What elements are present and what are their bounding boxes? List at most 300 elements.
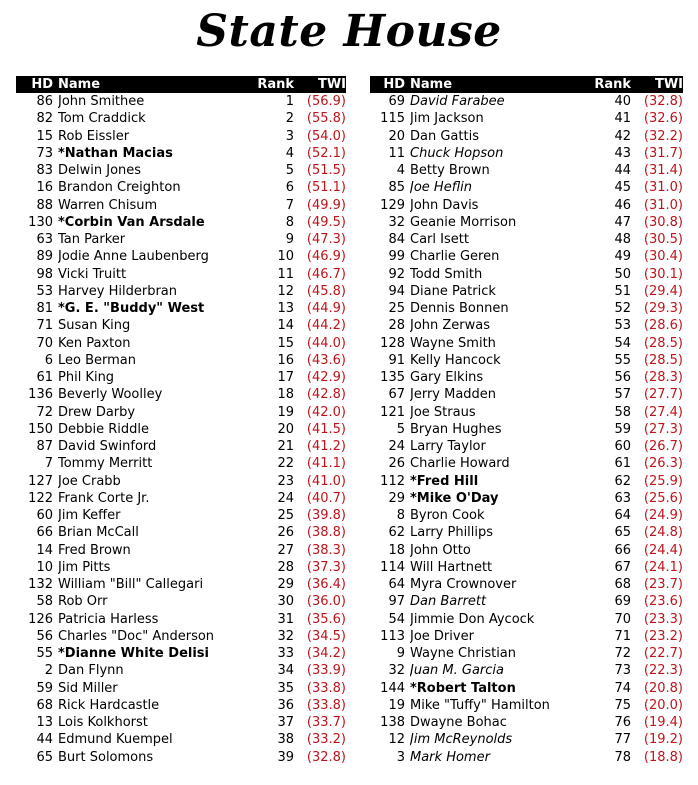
district-cell: 16 bbox=[36, 180, 53, 196]
table-row bbox=[16, 197, 346, 214]
table-row bbox=[16, 128, 346, 145]
name-cell: Leo Berman bbox=[58, 352, 136, 368]
rank-cell: 29 bbox=[277, 577, 294, 592]
rank-cell: 35 bbox=[277, 680, 294, 696]
twi-cell: (31.0) bbox=[643, 180, 683, 196]
rank-cell: 19 bbox=[277, 404, 294, 420]
district-cell: 84 bbox=[388, 232, 405, 247]
twi-cell: (33.2) bbox=[306, 732, 346, 748]
twi-cell: (20.0) bbox=[643, 697, 683, 713]
twi-cell: (33.8) bbox=[306, 680, 346, 696]
district-cell: 97 bbox=[388, 594, 405, 610]
rank-cell: 77 bbox=[614, 732, 631, 748]
twi-cell: (42.0) bbox=[306, 404, 346, 420]
rank-cell: 24 bbox=[277, 490, 294, 506]
twi-cell: (22.7) bbox=[643, 646, 683, 661]
rank-cell: 25 bbox=[277, 508, 294, 523]
rank-cell: 53 bbox=[614, 318, 631, 334]
rank-cell: 43 bbox=[614, 145, 631, 161]
table-row bbox=[16, 714, 346, 731]
rank-cell: 34 bbox=[277, 663, 294, 679]
name-cell: Carl Isett bbox=[410, 232, 469, 247]
district-cell: 25 bbox=[388, 301, 405, 316]
table-row bbox=[370, 662, 683, 679]
district-cell: 121 bbox=[380, 404, 405, 420]
table-row bbox=[370, 473, 683, 490]
twi-cell: (36.0) bbox=[306, 594, 346, 610]
rank-cell: 20 bbox=[277, 421, 294, 437]
table-row bbox=[370, 714, 683, 731]
table-row bbox=[16, 214, 346, 231]
table-row bbox=[370, 404, 683, 421]
district-cell: 5 bbox=[396, 421, 405, 437]
twi-cell: (25.6) bbox=[643, 490, 683, 506]
twi-cell: (23.6) bbox=[643, 594, 683, 610]
table-row bbox=[16, 611, 346, 628]
name-cell: Fred Brown bbox=[58, 542, 131, 558]
district-cell: 10 bbox=[36, 559, 53, 575]
twi-cell: (52.1) bbox=[306, 145, 346, 161]
twi-cell: (28.5) bbox=[643, 352, 683, 368]
twi-cell: (25.9) bbox=[643, 473, 683, 489]
table-row bbox=[16, 507, 346, 524]
rank-cell: 15 bbox=[277, 335, 294, 351]
name-cell: Gary Elkins bbox=[410, 370, 484, 385]
twi-cell: (41.0) bbox=[306, 473, 346, 489]
district-cell: 88 bbox=[36, 197, 53, 213]
district-cell: 127 bbox=[28, 473, 53, 489]
district-cell: 87 bbox=[36, 439, 53, 454]
table-row bbox=[370, 266, 683, 283]
table-row bbox=[16, 524, 346, 541]
district-cell: 113 bbox=[380, 628, 405, 644]
district-cell: 12 bbox=[388, 732, 405, 748]
table-row bbox=[370, 490, 683, 507]
name-cell: Joe Driver bbox=[410, 628, 474, 644]
name-cell: Tommy Merritt bbox=[58, 456, 153, 472]
rank-cell: 62 bbox=[614, 473, 631, 489]
table-row bbox=[370, 576, 683, 593]
district-cell: 114 bbox=[380, 559, 405, 575]
twi-cell: (20.8) bbox=[643, 680, 683, 696]
rank-cell: 54 bbox=[614, 335, 631, 351]
district-cell: 112 bbox=[380, 473, 405, 489]
table-row bbox=[16, 283, 346, 300]
twi-cell: (18.8) bbox=[643, 749, 683, 765]
rank-cell: 10 bbox=[277, 249, 294, 265]
table-row bbox=[370, 145, 683, 162]
name-cell: *Fred Hill bbox=[410, 473, 479, 489]
district-cell: 29 bbox=[388, 490, 405, 506]
twi-cell: (24.9) bbox=[643, 508, 683, 523]
rank-cell: 68 bbox=[614, 577, 631, 592]
district-cell: 59 bbox=[36, 680, 53, 696]
district-cell: 60 bbox=[36, 508, 53, 523]
district-cell: 138 bbox=[380, 715, 405, 730]
name-cell: Jim Jackson bbox=[410, 111, 484, 127]
name-cell: Lois Kolkhorst bbox=[58, 715, 148, 730]
name-cell: *G. E. "Buddy" West bbox=[58, 301, 205, 316]
district-cell: 129 bbox=[380, 197, 405, 213]
table-row bbox=[16, 576, 346, 593]
name-cell: *Dianne White Delisi bbox=[58, 646, 209, 661]
name-cell: Debbie Riddle bbox=[58, 421, 150, 437]
name-cell: Jimmie Don Aycock bbox=[410, 611, 535, 627]
district-cell: 64 bbox=[388, 577, 405, 592]
rank-cell: 8 bbox=[285, 214, 294, 230]
table-row bbox=[16, 145, 346, 162]
rank-cell: 52 bbox=[614, 301, 631, 316]
column-header-twi: TWI bbox=[294, 76, 346, 93]
table-row bbox=[370, 110, 683, 127]
district-cell: 126 bbox=[28, 611, 53, 627]
rank-cell: 30 bbox=[277, 594, 294, 610]
table-row bbox=[370, 680, 683, 697]
twi-cell: (28.5) bbox=[643, 335, 683, 351]
name-cell: Byron Cook bbox=[410, 508, 485, 523]
name-cell: Delwin Jones bbox=[58, 163, 142, 178]
rank-cell: 60 bbox=[614, 439, 631, 454]
table-row bbox=[16, 386, 346, 403]
rank-cell: 69 bbox=[614, 594, 631, 610]
name-cell: Rob Eissler bbox=[58, 128, 130, 144]
district-cell: 19 bbox=[388, 697, 405, 713]
twi-cell: (33.7) bbox=[306, 715, 346, 730]
rank-cell: 40 bbox=[614, 94, 631, 109]
district-cell: 28 bbox=[388, 318, 405, 334]
district-cell: 54 bbox=[388, 611, 405, 627]
rank-cell: 18 bbox=[277, 387, 294, 403]
rank-cell: 7 bbox=[285, 197, 294, 213]
table-row bbox=[16, 593, 346, 610]
district-cell: 58 bbox=[36, 594, 53, 610]
name-cell: Tan Parker bbox=[58, 232, 126, 247]
rank-cell: 27 bbox=[277, 542, 294, 558]
district-cell: 68 bbox=[36, 697, 53, 713]
twi-cell: (35.6) bbox=[306, 611, 346, 627]
table-row bbox=[370, 438, 683, 455]
twi-cell: (29.4) bbox=[643, 283, 683, 299]
district-cell: 98 bbox=[36, 266, 53, 282]
name-cell: Brian McCall bbox=[58, 525, 139, 541]
name-cell: Brandon Creighton bbox=[58, 180, 181, 196]
twi-cell: (51.1) bbox=[306, 180, 346, 196]
name-cell: *Nathan Macias bbox=[58, 145, 173, 161]
name-cell: Charlie Howard bbox=[410, 456, 510, 472]
rank-cell: 17 bbox=[277, 370, 294, 385]
table-body-left bbox=[16, 93, 346, 766]
name-cell: Wayne Christian bbox=[410, 646, 517, 661]
name-cell: Patricia Harless bbox=[58, 611, 159, 627]
district-cell: 150 bbox=[28, 421, 53, 437]
twi-cell: (26.7) bbox=[643, 439, 683, 454]
rank-cell: 61 bbox=[614, 456, 631, 472]
rank-cell: 46 bbox=[614, 197, 631, 213]
district-cell: 13 bbox=[36, 715, 53, 730]
name-cell: Beverly Woolley bbox=[58, 387, 163, 403]
district-cell: 115 bbox=[380, 111, 405, 127]
name-cell: Bryan Hughes bbox=[410, 421, 502, 437]
twi-cell: (19.4) bbox=[643, 715, 683, 730]
rank-cell: 23 bbox=[277, 473, 294, 489]
twi-cell: (26.3) bbox=[643, 456, 683, 472]
table-row bbox=[16, 559, 346, 576]
table-row bbox=[16, 542, 346, 559]
district-cell: 122 bbox=[28, 490, 53, 506]
district-cell: 69 bbox=[388, 94, 405, 109]
twi-cell: (42.9) bbox=[306, 370, 346, 385]
district-cell: 44 bbox=[36, 732, 53, 748]
table-row bbox=[370, 128, 683, 145]
table-row bbox=[16, 731, 346, 748]
rank-cell: 58 bbox=[614, 404, 631, 420]
district-cell: 56 bbox=[36, 628, 53, 644]
twi-cell: (24.4) bbox=[643, 542, 683, 558]
name-cell: *Robert Talton bbox=[410, 680, 516, 696]
district-cell: 83 bbox=[36, 163, 53, 178]
twi-cell: (28.3) bbox=[643, 370, 683, 385]
twi-cell: (41.1) bbox=[306, 456, 346, 472]
table-row bbox=[370, 248, 683, 265]
rank-cell: 70 bbox=[614, 611, 631, 627]
table-row bbox=[370, 645, 683, 662]
table-row bbox=[16, 490, 346, 507]
name-cell: Burt Solomons bbox=[58, 749, 154, 765]
table-row bbox=[16, 231, 346, 248]
twi-cell: (38.8) bbox=[306, 525, 346, 541]
table-row bbox=[16, 266, 346, 283]
table-row bbox=[16, 162, 346, 179]
rank-cell: 55 bbox=[614, 352, 631, 368]
table-row bbox=[370, 317, 683, 334]
twi-cell: (43.6) bbox=[306, 352, 346, 368]
table-row bbox=[16, 248, 346, 265]
table-row bbox=[370, 421, 683, 438]
twi-cell: (23.2) bbox=[643, 628, 683, 644]
name-cell: Larry Phillips bbox=[410, 525, 494, 541]
district-cell: 144 bbox=[380, 680, 405, 696]
district-cell: 66 bbox=[36, 525, 53, 541]
twi-cell: (31.0) bbox=[643, 197, 683, 213]
twi-cell: (34.5) bbox=[306, 628, 346, 644]
twi-cell: (46.9) bbox=[306, 249, 346, 265]
table-row bbox=[370, 628, 683, 645]
name-cell: Jim Keffer bbox=[58, 508, 121, 523]
rank-cell: 22 bbox=[277, 456, 294, 472]
rank-cell: 44 bbox=[614, 163, 631, 178]
table-row bbox=[370, 352, 683, 369]
twi-cell: (55.8) bbox=[306, 111, 346, 127]
twi-cell: (28.6) bbox=[643, 318, 683, 334]
table-row bbox=[370, 507, 683, 524]
rank-cell: 78 bbox=[614, 749, 631, 765]
district-cell: 91 bbox=[388, 352, 405, 368]
district-cell: 82 bbox=[36, 111, 53, 127]
twi-cell: (23.7) bbox=[643, 577, 683, 592]
table-row bbox=[16, 300, 346, 317]
district-cell: 99 bbox=[388, 249, 405, 265]
twi-cell: (32.6) bbox=[643, 111, 683, 127]
name-cell: Joe Straus bbox=[410, 404, 476, 420]
twi-cell: (22.3) bbox=[643, 663, 683, 679]
name-cell: John Smithee bbox=[58, 94, 145, 109]
twi-cell: (44.9) bbox=[306, 301, 346, 316]
page-title: State House bbox=[196, 6, 502, 57]
name-cell: Rob Orr bbox=[58, 594, 108, 610]
name-cell: John Davis bbox=[410, 197, 479, 213]
twi-cell: (36.4) bbox=[306, 577, 346, 592]
twi-cell: (31.7) bbox=[643, 145, 683, 161]
name-cell: Drew Darby bbox=[58, 404, 136, 420]
table-row bbox=[370, 611, 683, 628]
district-cell: 55 bbox=[36, 646, 53, 661]
rank-cell: 3 bbox=[285, 128, 294, 144]
table-row bbox=[16, 352, 346, 369]
name-cell: Larry Taylor bbox=[410, 439, 486, 454]
table-row bbox=[16, 473, 346, 490]
table-row bbox=[370, 542, 683, 559]
rank-cell: 71 bbox=[614, 628, 631, 644]
name-cell: Ken Paxton bbox=[58, 335, 131, 351]
name-cell: Phil King bbox=[58, 370, 115, 385]
rank-cell: 6 bbox=[285, 180, 294, 196]
district-cell: 130 bbox=[28, 214, 53, 230]
table-row bbox=[370, 369, 683, 386]
table-row bbox=[16, 455, 346, 472]
table-row bbox=[16, 749, 346, 766]
table-row bbox=[16, 369, 346, 386]
table-row bbox=[16, 179, 346, 196]
twi-cell: (19.2) bbox=[643, 732, 683, 748]
twi-cell: (24.8) bbox=[643, 525, 683, 541]
rank-cell: 51 bbox=[614, 283, 631, 299]
twi-cell: (42.8) bbox=[306, 387, 346, 403]
rank-cell: 48 bbox=[614, 232, 631, 247]
district-cell: 73 bbox=[36, 145, 53, 161]
table-row bbox=[370, 749, 683, 766]
name-cell: Joe Crabb bbox=[58, 473, 121, 489]
rank-cell: 2 bbox=[285, 111, 294, 127]
table-row bbox=[370, 335, 683, 352]
table-row bbox=[370, 283, 683, 300]
table-row bbox=[370, 524, 683, 541]
district-cell: 8 bbox=[396, 508, 405, 523]
district-cell: 81 bbox=[36, 301, 53, 316]
district-cell: 20 bbox=[388, 128, 405, 144]
twi-cell: (23.3) bbox=[643, 611, 683, 627]
twi-cell: (30.4) bbox=[643, 249, 683, 265]
district-cell: 132 bbox=[28, 577, 53, 592]
district-cell: 24 bbox=[388, 439, 405, 454]
district-cell: 62 bbox=[388, 525, 405, 541]
rank-cell: 63 bbox=[614, 490, 631, 506]
twi-cell: (33.8) bbox=[306, 697, 346, 713]
twi-cell: (41.5) bbox=[306, 421, 346, 437]
table-row bbox=[370, 593, 683, 610]
rank-cell: 45 bbox=[614, 180, 631, 196]
name-cell: Myra Crownover bbox=[410, 577, 517, 592]
twi-cell: (31.4) bbox=[643, 163, 683, 178]
name-cell: Jerry Madden bbox=[410, 387, 497, 403]
table-row bbox=[16, 662, 346, 679]
rank-cell: 16 bbox=[277, 352, 294, 368]
rank-cell: 5 bbox=[285, 163, 294, 178]
name-cell: Tom Craddick bbox=[58, 111, 146, 127]
table-row bbox=[16, 421, 346, 438]
table-row bbox=[16, 697, 346, 714]
district-cell: 63 bbox=[36, 232, 53, 247]
district-cell: 89 bbox=[36, 249, 53, 265]
twi-cell: (49.5) bbox=[306, 214, 346, 230]
table-row bbox=[370, 197, 683, 214]
rank-cell: 74 bbox=[614, 680, 631, 696]
rankings-table-right bbox=[370, 76, 683, 766]
district-cell: 7 bbox=[44, 456, 53, 472]
name-cell: Mike "Tuffy" Hamilton bbox=[410, 697, 550, 713]
district-cell: 71 bbox=[36, 318, 53, 334]
rank-cell: 76 bbox=[614, 715, 631, 730]
rank-cell: 56 bbox=[614, 370, 631, 385]
district-cell: 32 bbox=[388, 214, 405, 230]
table-row bbox=[16, 628, 346, 645]
district-cell: 61 bbox=[36, 370, 53, 385]
district-cell: 128 bbox=[380, 335, 405, 351]
district-cell: 65 bbox=[36, 749, 53, 765]
name-cell: Betty Brown bbox=[410, 163, 490, 178]
table-row bbox=[370, 179, 683, 196]
table-row bbox=[370, 697, 683, 714]
twi-cell: (27.3) bbox=[643, 421, 683, 437]
twi-cell: (30.1) bbox=[643, 266, 683, 282]
district-cell: 26 bbox=[388, 456, 405, 472]
name-cell: Susan King bbox=[58, 318, 131, 334]
district-cell: 67 bbox=[388, 387, 405, 403]
table-row bbox=[370, 214, 683, 231]
twi-cell: (32.8) bbox=[643, 94, 683, 109]
twi-cell: (37.3) bbox=[306, 559, 346, 575]
district-cell: 3 bbox=[396, 749, 405, 765]
district-cell: 136 bbox=[28, 387, 53, 403]
district-cell: 11 bbox=[388, 145, 405, 161]
rank-cell: 38 bbox=[277, 732, 294, 748]
name-cell: Diane Patrick bbox=[410, 283, 496, 299]
name-cell: Dennis Bonnen bbox=[410, 301, 509, 316]
table-row bbox=[16, 93, 346, 110]
district-cell: 6 bbox=[44, 352, 53, 368]
table-row bbox=[16, 680, 346, 697]
table-row bbox=[16, 335, 346, 352]
rank-cell: 14 bbox=[277, 318, 294, 334]
name-cell: Wayne Smith bbox=[410, 335, 496, 351]
rank-cell: 73 bbox=[614, 663, 631, 679]
name-cell: Charles "Doc" Anderson bbox=[58, 628, 215, 644]
twi-cell: (29.3) bbox=[643, 301, 683, 316]
twi-cell: (41.2) bbox=[306, 439, 346, 454]
rank-cell: 75 bbox=[614, 697, 631, 713]
twi-cell: (34.2) bbox=[306, 646, 346, 661]
twi-cell: (32.2) bbox=[643, 128, 683, 144]
rank-cell: 33 bbox=[277, 646, 294, 661]
name-cell: Charlie Geren bbox=[410, 249, 500, 265]
rank-cell: 49 bbox=[614, 249, 631, 265]
district-cell: 9 bbox=[396, 646, 405, 661]
rank-cell: 64 bbox=[614, 508, 631, 523]
district-cell: 4 bbox=[396, 163, 405, 178]
rank-cell: 28 bbox=[277, 559, 294, 575]
name-cell: *Mike O'Day bbox=[410, 490, 499, 506]
name-cell: Dan Flynn bbox=[58, 663, 124, 679]
rank-cell: 67 bbox=[614, 559, 631, 575]
